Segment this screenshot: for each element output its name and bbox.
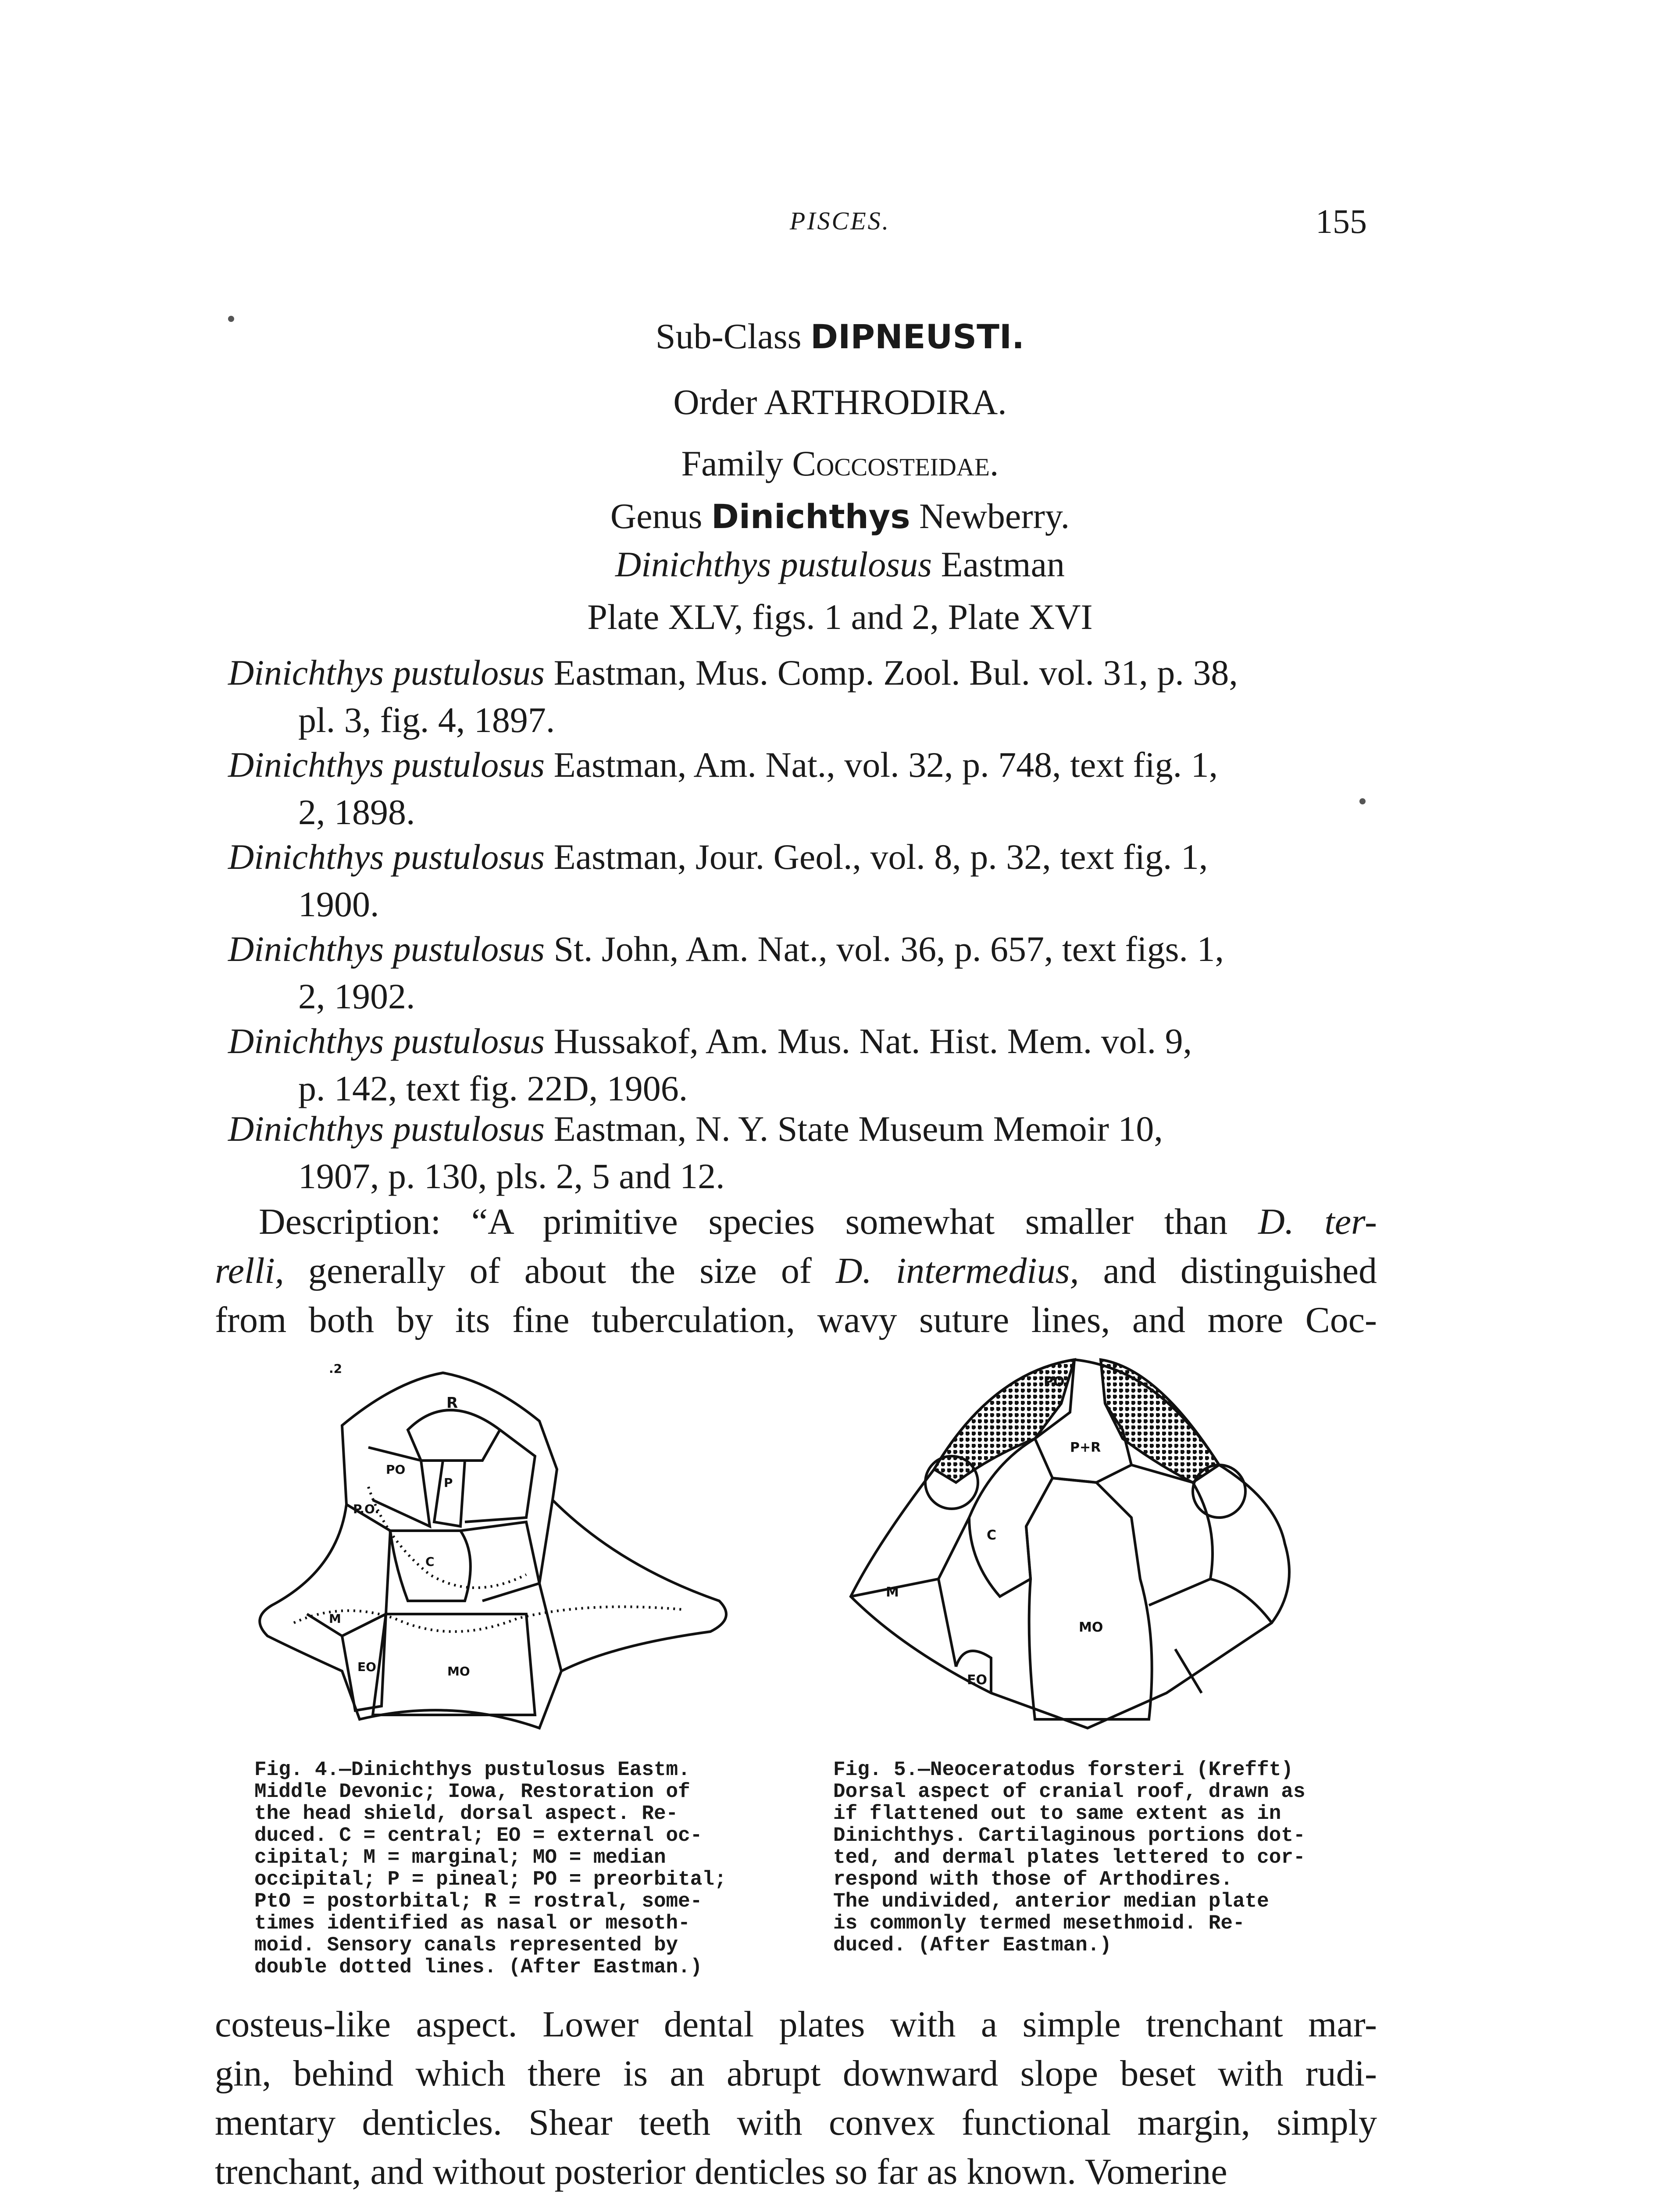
label-eo: EO bbox=[357, 1660, 376, 1674]
genus-prefix: Genus bbox=[610, 496, 703, 536]
figure-5-drawing bbox=[824, 1333, 1408, 1737]
synonymy-citation-cont: 2, 1902. bbox=[298, 976, 415, 1016]
synonymy-name: Dinichthys pustulosus bbox=[228, 1109, 545, 1149]
continuation-paragraph bbox=[215, 2000, 1377, 2193]
label-mark: .2 bbox=[329, 1361, 342, 1376]
synonymy-citation: Eastman, Am. Nat., vol. 32, p. 748, text fig. 1, bbox=[553, 745, 1218, 785]
description-line: relli, generally of about the size of D. intermedius, and distinguished bbox=[215, 1250, 1377, 1291]
description-line: Description: “A primitive species somewhat smaller than D. ter- bbox=[259, 1201, 1377, 1242]
continuation-line: gin, behind which there is an abrupt downward slope beset with rudi- bbox=[215, 2053, 1377, 2094]
synonymy-name: Dinichthys pustulosus bbox=[228, 929, 545, 969]
median-occipital-plate bbox=[1026, 1478, 1152, 1719]
synonymy-entry bbox=[228, 833, 1377, 928]
rostral-plate bbox=[408, 1410, 500, 1461]
scan-speck bbox=[1359, 798, 1366, 804]
synonymy-entry bbox=[228, 741, 1377, 836]
family-name: Coccosteidae. bbox=[792, 443, 999, 483]
synonymy-citation-cont: 1900. bbox=[298, 884, 379, 924]
label-pto: P.O. bbox=[353, 1502, 379, 1516]
figure-4-caption: Fig. 4.—Dinichthys pustulosus Eastm. Middle Devonic; Iowa, Restoration of the head shield, dorsal aspect. Re- duced. C = central; EO = external oc- cipital; M = marginal; MO = median occipital; P = pineal; PO = preorbital; PtO = postorbital; R = rostral, some- times identified as nasal or mesoth- moid. Sensory canals represented by double dotted lines. (After Eastman.) bbox=[254, 1758, 727, 1979]
order-heading: Order ARTHRODIRA. bbox=[673, 382, 1007, 422]
continuation-line: mentary denticles. Shear teeth with convex functional margin, simply bbox=[215, 2102, 1377, 2143]
synonymy-entry bbox=[228, 649, 1377, 744]
label-p: P bbox=[444, 1475, 453, 1490]
synonymy-name: Dinichthys pustulosus bbox=[228, 1021, 545, 1061]
subclass-prefix: Sub-Class bbox=[655, 316, 802, 356]
synonymy-name: Dinichthys pustulosus bbox=[228, 837, 545, 877]
synonymy-citation: Hussakof, Am. Mus. Nat. Hist. Mem. vol. 9, bbox=[553, 1021, 1192, 1061]
genus-heading bbox=[0, 496, 1680, 537]
genus-author: Newberry. bbox=[919, 496, 1070, 536]
scan-speck bbox=[228, 316, 234, 322]
running-head: PISCES. bbox=[789, 207, 891, 235]
plates-heading: Plate XLV, figs. 1 and 2, Plate XVI bbox=[587, 597, 1093, 637]
synonymy-entry bbox=[228, 1018, 1377, 1112]
label-mo: MO bbox=[1079, 1620, 1103, 1635]
page-number: 155 bbox=[1316, 202, 1367, 240]
synonymy-citation-cont: p. 142, text fig. 22D, 1906. bbox=[298, 1068, 688, 1108]
synonymy-name: Dinichthys pustulosus bbox=[228, 745, 545, 785]
description-paragraph bbox=[215, 1197, 1377, 1345]
label-m: M bbox=[886, 1585, 899, 1600]
genus-name: Dinichthys bbox=[711, 497, 910, 536]
synonymy-citation: Eastman, Mus. Comp. Zool. Bul. vol. 31, p. 38, bbox=[553, 653, 1238, 693]
label-po: PO bbox=[1044, 1374, 1065, 1389]
marginal-plate bbox=[307, 1504, 390, 1636]
cartilage-dotted-right bbox=[1101, 1360, 1219, 1482]
label-m: M bbox=[329, 1611, 341, 1626]
synonymy-name: Dinichthys pustulosus bbox=[228, 653, 545, 693]
pineal-plate bbox=[434, 1461, 465, 1526]
synonymy-citation: Eastman, N. Y. State Museum Memoir 10, bbox=[553, 1109, 1163, 1149]
description-line: from both by its fine tuberculation, wavy suture lines, and more Coc- bbox=[215, 1300, 1377, 1340]
figure-5-caption: Fig. 5.—Neoceratodus forsteri (Krefft) Dorsal aspect of cranial roof, drawn as if flattened out to same extent as in Dinichthys. Cartilaginous portions dot- ted, and dermal plates lettered to cor- respond with those of Arthodires. The undivided, anterior median plate is commonly termed mesethmoid. Re- duced. (After Eastman.) bbox=[833, 1758, 1305, 1957]
sensory-canal bbox=[294, 1607, 684, 1632]
family-prefix: Family bbox=[681, 443, 783, 483]
label-mo: MO bbox=[447, 1664, 470, 1679]
label-po: PO bbox=[386, 1462, 406, 1477]
figure-4-drawing bbox=[254, 1355, 820, 1746]
synonymy-citation: Eastman, Jour. Geol., vol. 8, p. 32, text fig. 1, bbox=[553, 837, 1208, 877]
synonymy-entry bbox=[228, 1105, 1377, 1200]
subclass-heading bbox=[0, 316, 1680, 357]
species-name: Dinichthys pustulosus bbox=[615, 544, 932, 584]
species-heading bbox=[0, 544, 1680, 585]
label-r: R bbox=[446, 1394, 458, 1412]
cranial-roof-outline bbox=[851, 1360, 1289, 1728]
synonymy-citation: St. John, Am. Nat., vol. 36, p. 657, text figs. 1, bbox=[553, 929, 1224, 969]
species-author: Eastman bbox=[941, 544, 1065, 584]
subclass-name: DIPNEUSTI. bbox=[810, 317, 1025, 356]
label-eo: EO bbox=[967, 1672, 987, 1688]
continuation-line: trenchant, and without posterior denticles so far as known. Vomerine bbox=[215, 2151, 1227, 2192]
synonymy-citation-cont: 2, 1898. bbox=[298, 792, 415, 832]
synonymy-citation-cont: pl. 3, fig. 4, 1897. bbox=[298, 700, 555, 740]
label-c: C bbox=[987, 1528, 997, 1543]
label-pr: P+R bbox=[1070, 1440, 1101, 1455]
synonymy-citation-cont: 1907, p. 130, pls. 2, 5 and 12. bbox=[298, 1156, 725, 1196]
synonymy-entry bbox=[228, 925, 1377, 1020]
label-c: C bbox=[425, 1554, 435, 1569]
family-heading bbox=[0, 443, 1680, 484]
continuation-line: costeus-like aspect. Lower dental plates with a simple trenchant mar- bbox=[215, 2004, 1377, 2045]
